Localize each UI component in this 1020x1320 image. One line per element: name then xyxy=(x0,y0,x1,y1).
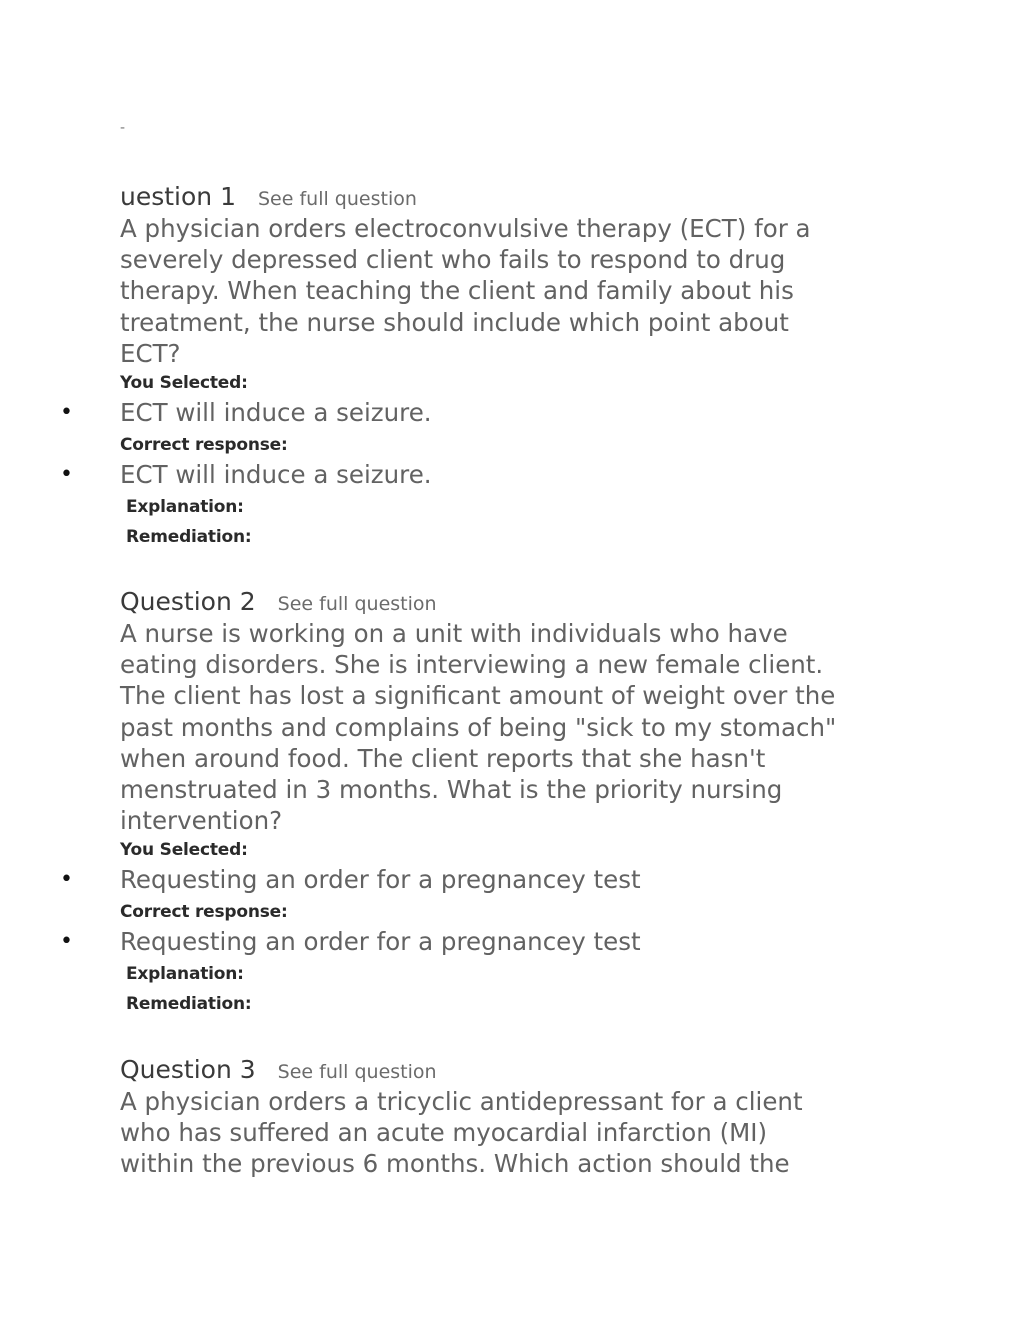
question-title: Question 3 xyxy=(120,1055,256,1084)
question-header xyxy=(120,587,920,616)
question-text-line: severely depressed client who fails to respond to drug xyxy=(120,245,786,275)
question-header xyxy=(120,182,920,211)
question-text-line: treatment, the nurse should include which point about xyxy=(120,307,789,337)
bullet-icon: • xyxy=(60,867,73,893)
question-header xyxy=(120,1055,920,1084)
header-dash: - xyxy=(120,120,126,136)
correct-response-label: Correct response: xyxy=(120,902,288,923)
selected-answer xyxy=(60,862,920,898)
selected-answer xyxy=(60,395,920,431)
question-text xyxy=(120,618,910,836)
question-text-line: therapy. When teaching the client and family about his xyxy=(120,276,794,306)
correct-answer-text: ECT will induce a seizure. xyxy=(120,460,432,490)
correct-answer-text: Requesting an order for a pregnancey test xyxy=(120,927,641,957)
see-full-question-link[interactable]: See full question xyxy=(277,593,437,615)
bullet-icon: • xyxy=(60,462,73,488)
you-selected-label: You Selected: xyxy=(120,373,248,394)
correct-response-label: Correct response: xyxy=(120,435,288,456)
see-full-question-link[interactable]: See full question xyxy=(258,188,417,210)
correct-answer xyxy=(60,457,920,493)
question-text-line: intervention? xyxy=(120,806,283,836)
selected-answer-text: Requesting an order for a pregnancey test xyxy=(120,865,641,895)
question-text-line: who has suffered an acute myocardial infarction (MI) xyxy=(120,1118,768,1148)
correct-answer xyxy=(60,924,920,960)
explanation-label: Explanation: xyxy=(126,964,244,985)
question-text-line: when around food. The client reports that she hasn't xyxy=(120,743,766,773)
question-text-line: menstruated in 3 months. What is the priority nursing xyxy=(120,775,783,805)
question-text-line: within the previous 6 months. Which action should the xyxy=(120,1149,790,1179)
question-block-2 xyxy=(60,587,920,1016)
question-text-line: A nurse is working on a unit with individuals who have xyxy=(120,619,788,648)
you-selected-label: You Selected: xyxy=(120,840,248,861)
selected-answer-text: ECT will induce a seizure. xyxy=(120,398,432,428)
question-text-line: past months and complains of being "sick to my stomach" xyxy=(120,712,837,742)
question-text-line: eating disorders. She is interviewing a new female client. xyxy=(120,650,824,680)
bullet-icon: • xyxy=(60,929,73,955)
question-text-line: A physician orders electroconvulsive therapy (ECT) for a xyxy=(120,214,811,243)
remediation-label: Remediation: xyxy=(126,527,252,548)
bullet-icon: • xyxy=(60,400,73,426)
see-full-question-link[interactable]: See full question xyxy=(277,1061,437,1083)
question-block-3 xyxy=(120,1055,920,1180)
remediation-label: Remediation: xyxy=(126,994,252,1015)
question-title: Question 2 xyxy=(120,587,256,616)
question-title: uestion 1 xyxy=(120,182,236,211)
question-block-1 xyxy=(60,182,920,549)
question-text xyxy=(120,213,910,369)
question-text xyxy=(120,1086,910,1180)
question-text-line: A physician orders a tricyclic antidepressant for a client xyxy=(120,1087,803,1116)
explanation-label: Explanation: xyxy=(126,497,244,518)
question-text-line: The client has lost a significant amount of weight over the xyxy=(120,681,836,711)
question-text-line: ECT? xyxy=(120,338,181,368)
